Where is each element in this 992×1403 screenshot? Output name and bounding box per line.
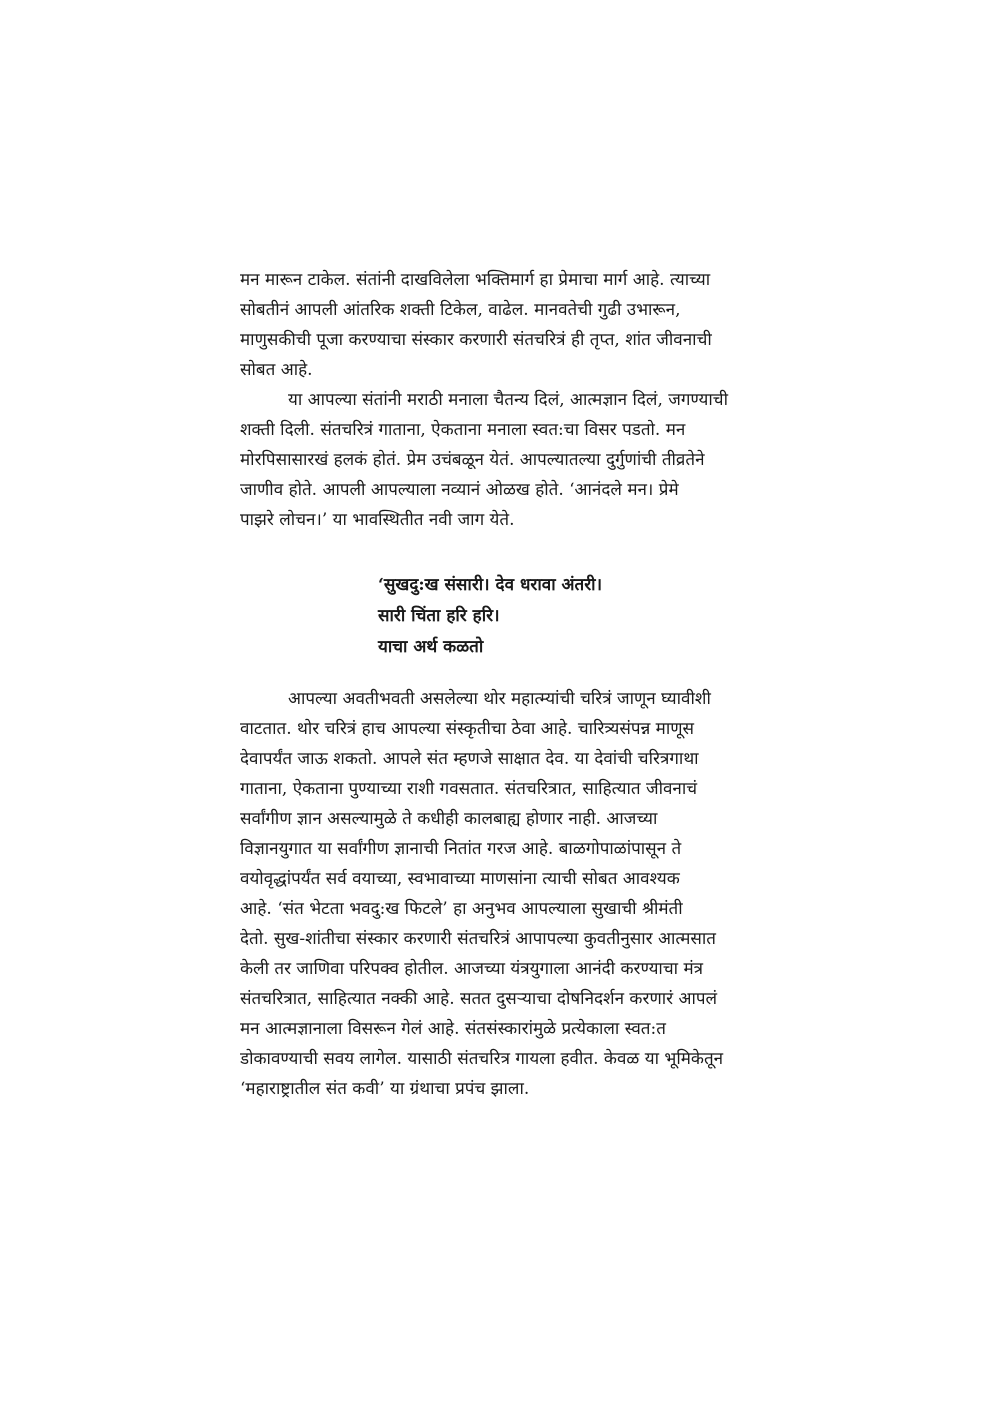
paragraph-line: मन मारून टाकेल. संतांनी दाखविलेला भक्तिमार्ग हा प्रेमाचा मार्ग आहे. त्याच्या: [240, 270, 711, 290]
verse-line: ‘सुखदु:ख संसारी। देव धरावा अंतरी।: [378, 575, 603, 595]
paragraph-line: या आपल्या संतांनी मराठी मनाला चैतन्य दिलं, आत्मज्ञान दिलं, जगण्याची: [288, 390, 728, 410]
verse-line: याचा अर्थ कळतो: [378, 637, 484, 657]
paragraph-line: वयोवृद्धांपर्यंत सर्व वयाच्या, स्वभावाच्या माणसांना त्याची सोबत आवश्यक: [240, 869, 680, 889]
paragraph-line: सर्वांगीण ज्ञान असल्यामुळे ते कधीही कालबाह्य होणार नाही. आजच्या: [240, 809, 658, 829]
paragraph-line: आहे. ‘संत भेटता भवदु:ख फिटले’ हा अनुभव आपल्याला सुखाची श्रीमंती: [240, 899, 683, 919]
paragraph-line: ‘महाराष्ट्रातील संत कवी’ या ग्रंथाचा प्रपंच झाला.: [240, 1079, 530, 1099]
paragraph-2: [240, 385, 752, 535]
verse-quote: [378, 570, 718, 663]
paragraph-line: गाताना, ऐकताना पुण्याच्या राशी गवसतात. संतचरित्रात, साहित्यात जीवनाचं: [240, 779, 698, 799]
paragraph-1: [240, 265, 752, 385]
paragraph-line: डोकावण्याची सवय लागेल. यासाठी संतचरित्र गायला हवीत. केवळ या भूमिकेतून: [240, 1049, 724, 1069]
paragraph-line: देवापर्यंत जाऊ शकतो. आपले संत म्हणजे साक्षात देव. या देवांची चरित्रगाथा: [240, 749, 699, 769]
paragraph-3: [240, 684, 752, 1104]
verse-line: सारी चिंता हरि हरि।: [378, 606, 500, 626]
paragraph-line: सोबतीनं आपली आंतरिक शक्ती टिकेल, वाढेल. मानवतेची गुढी उभारून,: [240, 300, 681, 320]
paragraph-line: मोरपिसासारखं हलकं होतं. प्रेम उचंबळून येतं. आपल्यातल्या दुर्गुणांची तीव्रतेने: [240, 450, 705, 470]
paragraph-line: वाटतात. थोर चरित्रं हाच आपल्या संस्कृतीचा ठेवा आहे. चारित्र्यसंपन्न माणूस: [240, 719, 695, 739]
paragraph-line: केली तर जाणिवा परिपक्व होतील. आजच्या यंत्रयुगाला आनंदी करण्याचा मंत्र: [240, 959, 703, 979]
paragraph-line: माणुसकीची पूजा करण्याचा संस्कार करणारी संतचरित्रं ही तृप्त, शांत जीवनाची: [240, 330, 712, 350]
paragraph-line: आपल्या अवतीभवती असलेल्या थोर महात्म्यांची चरित्रं जाणून घ्यावीशी: [288, 689, 711, 709]
paragraph-line: देतो. सुख-शांतीचा संस्कार करणारी संतचरित्रं आपापल्या कुवतीनुसार आत्मसात: [240, 929, 716, 949]
paragraph-line: जाणीव होते. आपली आपल्याला नव्यानं ओळख होते. ‘आनंदले मन। प्रेमे: [240, 480, 679, 500]
paragraph-line: विज्ञानयुगात या सर्वांगीण ज्ञानाची नितांत गरज आहे. बाळगोपाळांपासून ते: [240, 839, 682, 859]
paragraph-line: मन आत्मज्ञानाला विसरून गेलं आहे. संतसंस्कारांमुळे प्रत्येकाला स्वत:त: [240, 1019, 666, 1039]
paragraph-line: पाझरे लोचन।’ या भावस्थितीत नवी जाग येते.: [240, 510, 515, 530]
paragraph-line: संतचरित्रात, साहित्यात नक्की आहे. सतत दुसऱ्याचा दोषनिदर्शन करणारं आपलं: [240, 989, 718, 1009]
paragraph-line: शक्ती दिली. संतचरित्रं गाताना, ऐकताना मनाला स्वत:चा विसर पडतो. मन: [240, 420, 686, 440]
paragraph-line: सोबत आहे.: [240, 360, 313, 380]
